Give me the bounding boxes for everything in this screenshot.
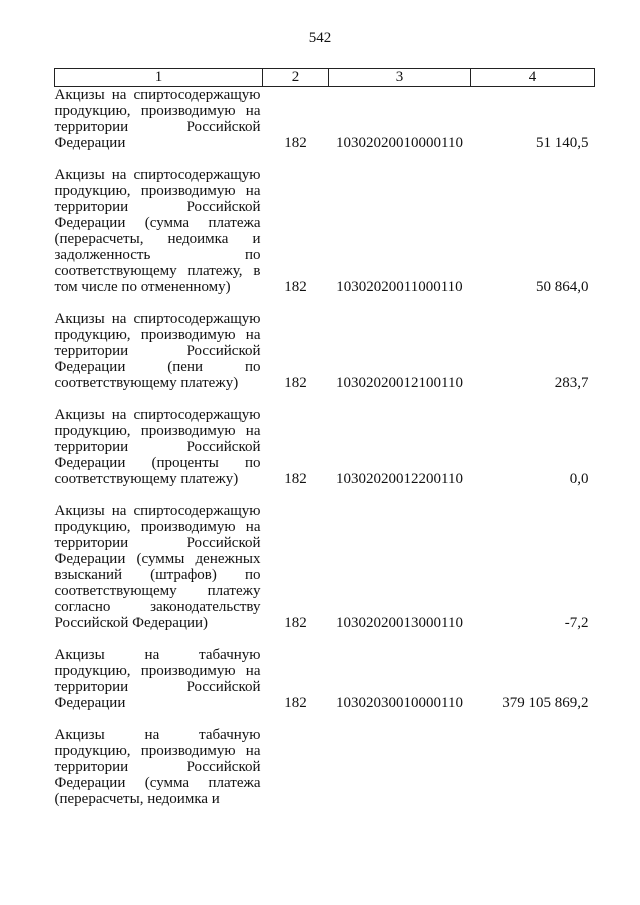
row-amount: 51 140,5	[536, 135, 589, 151]
row-budget-code: 10302020012200110	[336, 471, 463, 487]
table-row	[55, 503, 595, 631]
row-admin-code: 182	[284, 279, 307, 295]
row-name: Акцизы на спиртосодержащую продукцию, производимую на территории Российской Федерации (пени по соответствующему платежу)	[54, 311, 261, 391]
row-admin-code: 182	[284, 471, 307, 487]
row-admin-code: 182	[284, 695, 307, 711]
column-header-4: 4	[471, 69, 595, 87]
column-header-1: 1	[55, 69, 263, 87]
table-row	[55, 167, 595, 295]
row-name: Акцизы на спиртосодержащую продукцию, производимую на территории Российской Федерации (сумма платежа (перерасчеты, недоимка и задолженность по соответствующему платежу, в том числе по отмененному)	[54, 167, 261, 295]
row-amount: 50 864,0	[536, 279, 589, 295]
row-name: Акцизы на спиртосодержащую продукцию, производимую на территории Российской Федерации	[54, 87, 261, 151]
row-budget-code: 10302030010000110	[336, 695, 463, 711]
row-name: Акцизы на спиртосодержащую продукцию, производимую на территории Российской Федерации (проценты по соответствующему платежу)	[54, 407, 261, 487]
column-header-3: 3	[329, 69, 471, 87]
row-admin-code	[263, 727, 329, 807]
row-amount: 283,7	[554, 375, 589, 391]
column-header-2: 2	[263, 69, 329, 87]
row-admin-code: 182	[284, 135, 307, 151]
row-admin-code: 182	[284, 615, 307, 631]
row-name: Акцизы на табачную продукцию, производимую на территории Российской Федерации (сумма платежа (перерасчеты, недоимка и	[54, 727, 261, 807]
row-amount	[471, 727, 595, 807]
row-amount: 0,0	[569, 471, 589, 487]
table-row	[55, 311, 595, 391]
row-name: Акцизы на спиртосодержащую продукцию, производимую на территории Российской Федерации (суммы денежных взысканий (штрафов) по соответствующему платежу согласно законодательству Российской Федерации)	[54, 503, 261, 631]
table-header-row	[55, 69, 595, 87]
row-budget-code: 10302020010000110	[336, 135, 463, 151]
table-row	[55, 407, 595, 487]
row-amount: -7,2	[564, 615, 589, 631]
row-budget-code: 10302020011000110	[336, 279, 463, 295]
table-row	[55, 87, 595, 152]
row-amount: 379 105 869,2	[502, 695, 589, 711]
budget-table	[54, 68, 595, 807]
row-name: Акцизы на табачную продукцию, производимую на территории Российской Федерации	[54, 647, 261, 711]
row-budget-code	[329, 727, 471, 807]
page-number: 542	[308, 30, 332, 46]
row-budget-code: 10302020012100110	[336, 375, 463, 391]
table-row	[55, 727, 595, 807]
row-budget-code: 10302020013000110	[336, 615, 463, 631]
row-admin-code: 182	[284, 375, 307, 391]
table-row	[55, 647, 595, 711]
